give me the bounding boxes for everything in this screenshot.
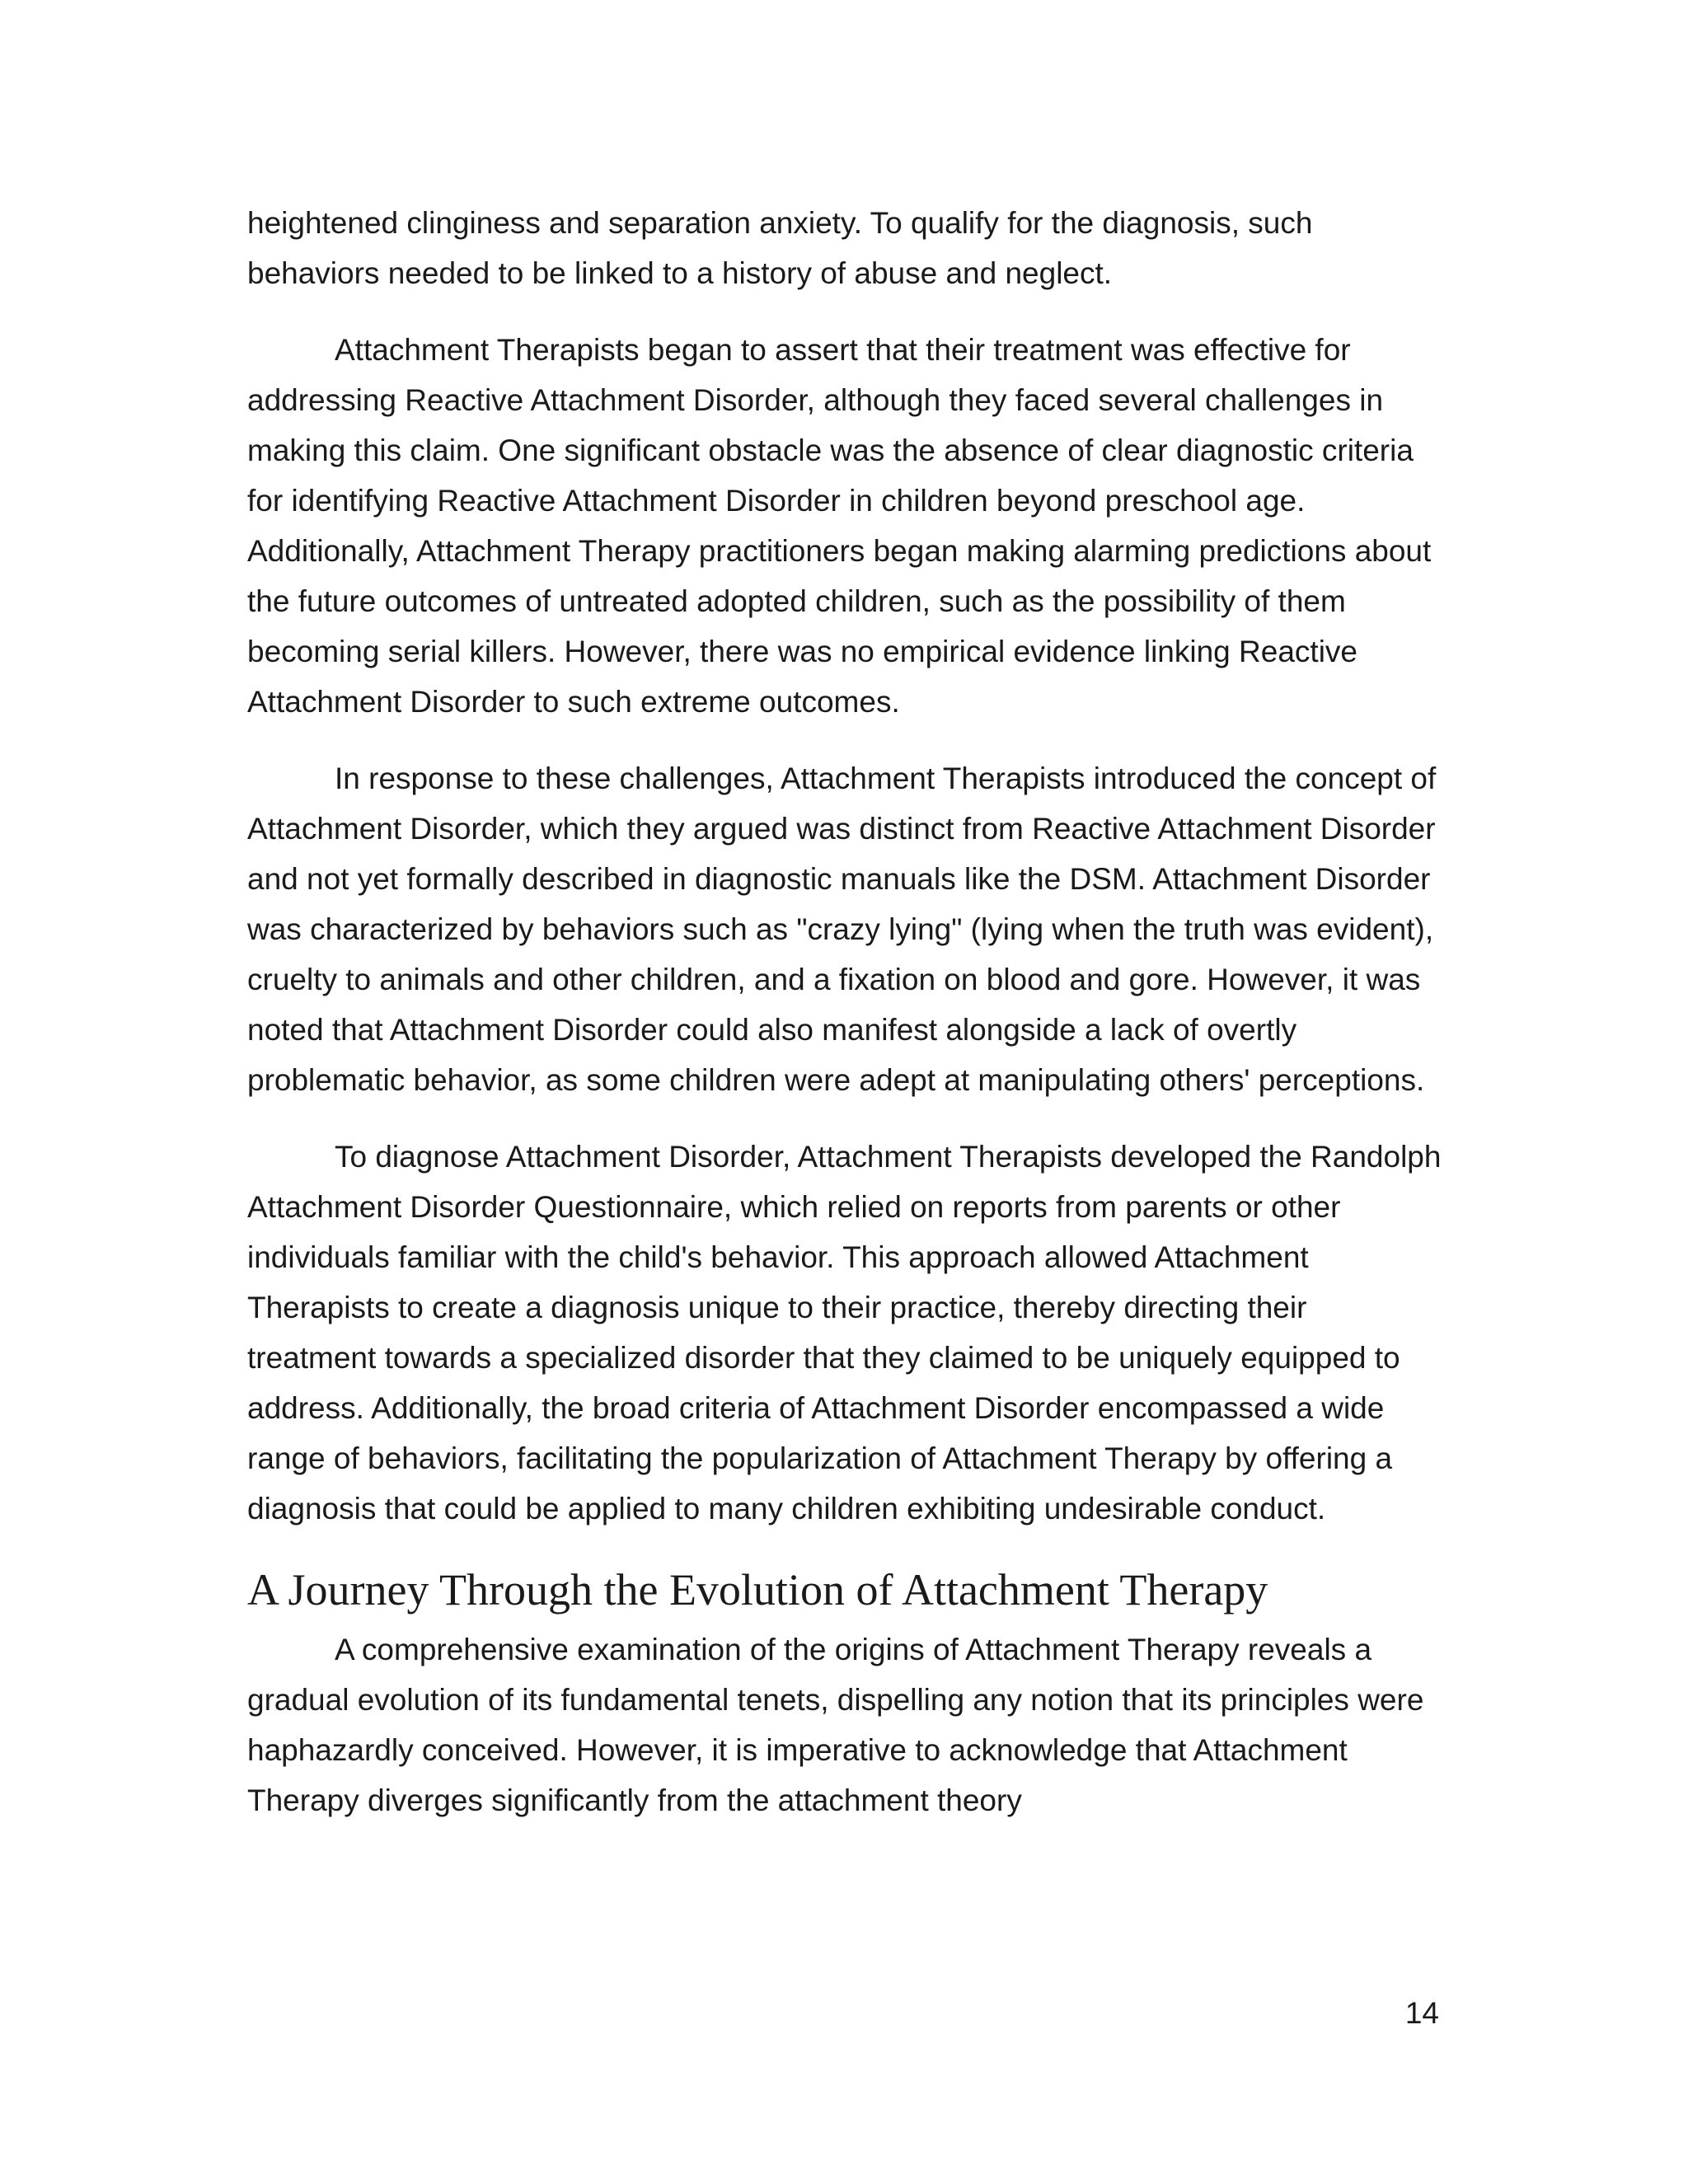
page-number: 14 bbox=[1404, 1996, 1439, 2030]
page-body bbox=[247, 198, 1442, 1852]
section-heading: A Journey Through the Evolution of Attachment Therapy bbox=[247, 1565, 1268, 1615]
body-paragraph: A comprehensive examination of the origins of Attachment Therapy reveals a gradual evolution of its fundamental tenets, dispelling any notion that its principles were haphazardly conceived. However, it is imperative to acknowledge that Attachment Therapy diverges significantly from the attachment theory bbox=[247, 1633, 1424, 1817]
body-paragraph: To diagnose Attachment Disorder, Attachment Therapists developed the Randolph Attachment Disorder Questionnaire, which relied on reports from parents or other individuals familiar with the child's behavior. This approach allowed Attachment Therapists to create a diagnosis unique to their practice, thereby directing their treatment towards a specialized disorder that they claimed to be uniquely equipped to address. Additionally, the broad criteria of Attachment Disorder encompassed a wide range of behaviors, facilitating the popularization of Attachment Therapy by offering a diagnosis that could be applied to many children exhibiting undesirable conduct. bbox=[247, 1140, 1442, 1526]
body-paragraph: Attachment Therapists began to assert that their treatment was effective for addressing Reactive Attachment Disorder, although they faced several challenges in making this claim. One significant obstacle was the absence of clear diagnostic criteria for identifying Reactive Attachment Disorder in children beyond preschool age. Additionally, Attachment Therapy practitioners began making alarming predictions about the future outcomes of untreated adopted children, such as the possibility of them becoming serial killers. However, there was no empirical evidence linking Reactive Attachment Disorder to such extreme outcomes. bbox=[247, 333, 1432, 719]
body-paragraph-continuation: heightened clinginess and separation anxiety. To qualify for the diagnosis, such behaviors needed to be linked to a history of abuse and neglect. bbox=[247, 206, 1313, 290]
body-paragraph: In response to these challenges, Attachment Therapists introduced the concept of Attachment Disorder, which they argued was distinct from Reactive Attachment Disorder and not yet formally described in diagnostic manuals like the DSM. Attachment Disorder was characterized by behaviors such as "crazy lying" (lying when the truth was evident), cruelty to animals and other children, and a fixation on blood and gore. However, it was noted that Attachment Disorder could also manifest alongside a lack of overtly problematic behavior, as some children were adept at manipulating others' perceptions. bbox=[247, 762, 1437, 1097]
